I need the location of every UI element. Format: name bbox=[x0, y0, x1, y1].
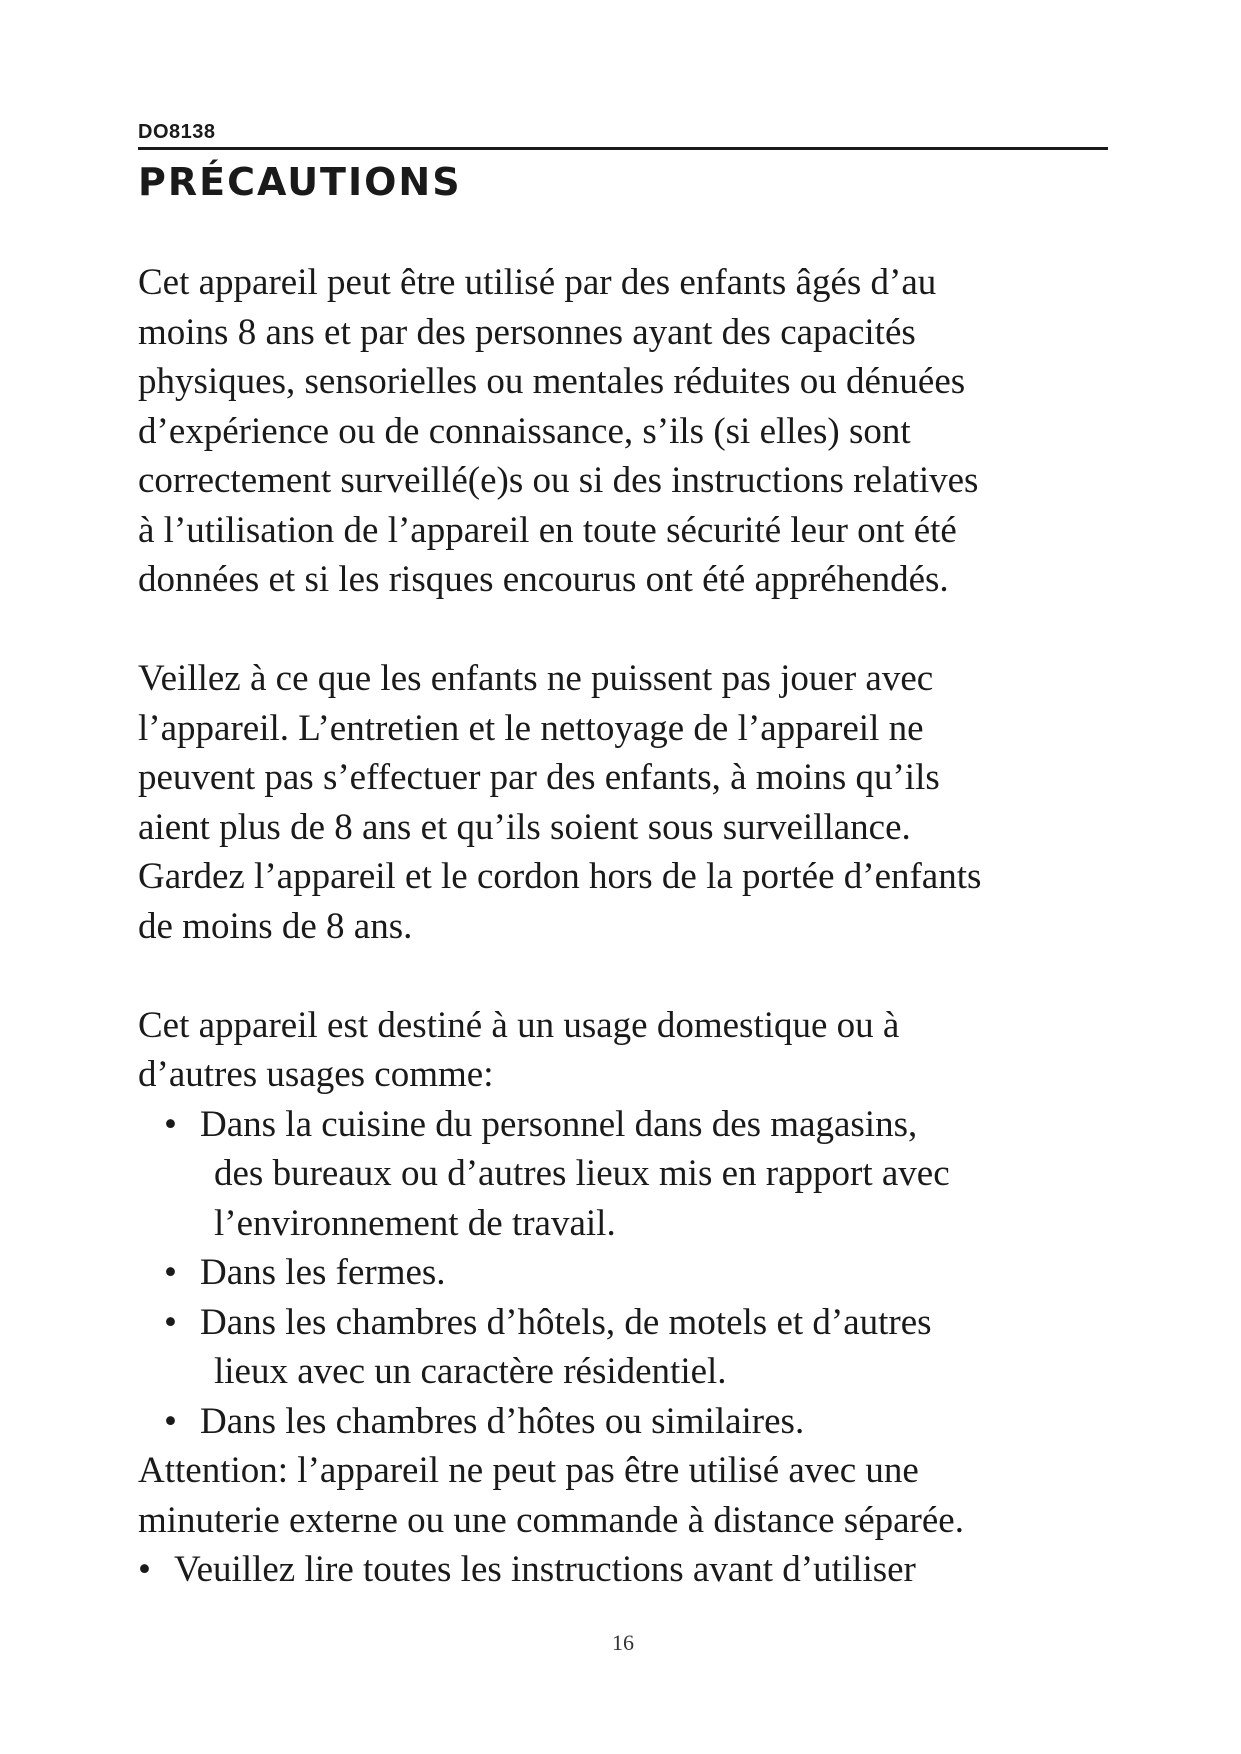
list-item-text: l’environnement de travail. bbox=[214, 1202, 616, 1244]
body-text bbox=[138, 258, 1108, 1595]
text-line: minuterie externe ou une commande à distance séparée. bbox=[138, 1499, 964, 1541]
text-line: d’autres usages comme: bbox=[138, 1054, 494, 1095]
text-line: Gardez l’appareil et le cordon hors de la portée d’enfants bbox=[138, 856, 982, 897]
list-item bbox=[138, 1248, 1108, 1298]
text-line: correctement surveillé(e)s ou si des instructions relatives bbox=[138, 460, 979, 501]
text-line: Cet appareil est destiné à un usage domestique ou à bbox=[138, 1004, 900, 1046]
document-page bbox=[138, 0, 1108, 1754]
bullet-icon: • bbox=[164, 1301, 177, 1343]
text-line: Cet appareil peut être utilisé par des enfants âgés d’au bbox=[138, 262, 937, 303]
list-item bbox=[138, 1100, 1108, 1249]
model-number: DO8138 bbox=[138, 121, 216, 143]
page-title: PRÉCAUTIONS bbox=[138, 160, 462, 204]
attention-note bbox=[138, 1446, 1108, 1545]
paragraph-children-play bbox=[138, 654, 1108, 951]
text-line: d’expérience ou de connaissance, s’ils (si elles) sont bbox=[138, 410, 911, 452]
text-line: données et si les risques encourus ont été appréhendés. bbox=[138, 559, 949, 600]
text-line: Veillez à ce que les enfants ne puissent pas jouer avec bbox=[138, 658, 934, 699]
list-item-text: des bureaux ou d’autres lieux mis en rapport avec bbox=[214, 1153, 950, 1194]
list-item bbox=[138, 1298, 1108, 1397]
paragraph-gap bbox=[138, 951, 1108, 1001]
text-line: physiques, sensorielles ou mentales réduites ou dénuées bbox=[138, 361, 966, 402]
paragraph-children-supervision bbox=[138, 258, 1108, 605]
page-number: 16 bbox=[612, 1630, 634, 1655]
list-item-text: Dans les chambres d’hôtels, de motels et d’autres bbox=[200, 1301, 932, 1343]
list-item-text: Dans les chambres d’hôtes ou similaires. bbox=[200, 1400, 805, 1442]
list-item-text: lieux avec un caractère résidentiel. bbox=[214, 1351, 727, 1392]
list-item bbox=[138, 1397, 1108, 1447]
text-line: à l’utilisation de l’appareil en toute sécurité leur ont été bbox=[138, 509, 957, 551]
bullet-icon: • bbox=[164, 1103, 177, 1145]
paragraph-gap bbox=[138, 605, 1108, 655]
bullet-icon: • bbox=[164, 1252, 177, 1293]
list-item-text: Veuillez lire toutes les instructions avant d’utiliser bbox=[174, 1549, 916, 1590]
text-line: aient plus de 8 ans et qu’ils soient sous surveillance. bbox=[138, 806, 911, 848]
usage-list bbox=[138, 1100, 1108, 1447]
text-line: peuvent pas s’effectuer par des enfants, à moins qu’ils bbox=[138, 757, 940, 798]
instruction-bullet bbox=[138, 1545, 1108, 1595]
list-item-text: Dans les fermes. bbox=[200, 1252, 446, 1293]
bullet-icon: • bbox=[138, 1549, 151, 1590]
text-line: de moins de 8 ans. bbox=[138, 905, 413, 947]
text-line: moins 8 ans et par des personnes ayant des capacités bbox=[138, 311, 916, 353]
header-rule bbox=[138, 147, 1108, 150]
paragraph-usage-intro bbox=[138, 1001, 1108, 1100]
text-line: l’appareil. L’entretien et le nettoyage de l’appareil ne bbox=[138, 707, 924, 749]
list-item-text: Dans la cuisine du personnel dans des magasins, bbox=[200, 1103, 918, 1145]
bullet-icon: • bbox=[164, 1400, 177, 1442]
text-line: Attention: l’appareil ne peut pas être utilisé avec une bbox=[138, 1450, 919, 1491]
